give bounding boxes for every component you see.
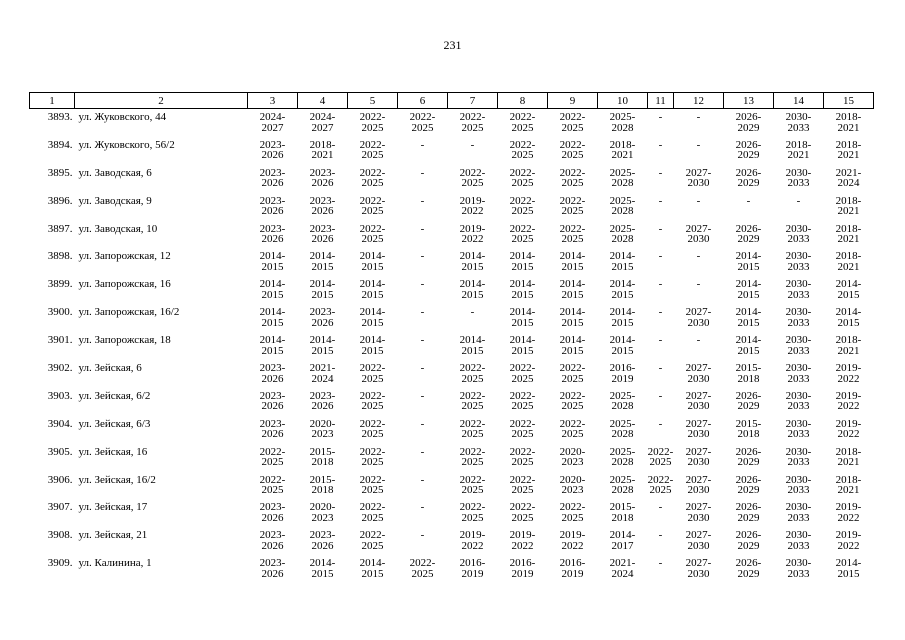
column-header-14: 14 xyxy=(774,93,824,109)
period-cell: 2014- 2015 xyxy=(309,250,336,273)
period-cell: 2018- 2021 xyxy=(835,250,862,273)
period-cell: - xyxy=(420,417,425,430)
period-cell: 2022- 2025 xyxy=(259,473,286,497)
table-row xyxy=(30,224,874,252)
column-header-11: 11 xyxy=(648,93,674,109)
row-number: 3901. xyxy=(47,334,73,347)
table-row xyxy=(30,419,874,447)
period-cell: 2022- 2025 xyxy=(459,417,486,441)
period-cell: 2018- 2021 xyxy=(835,473,862,497)
period-cell: 2014- 2015 xyxy=(609,278,636,301)
period-cell: 2014- 2015 xyxy=(735,334,762,357)
period-cell: - xyxy=(658,557,663,570)
period-cell: - xyxy=(658,501,663,514)
period-cell: 2022- 2025 xyxy=(509,111,536,134)
row-number: 3900. xyxy=(47,306,73,319)
period-cell: 2025- 2028 xyxy=(609,445,636,469)
period-cell: 2026- 2029 xyxy=(735,389,762,413)
period-cell: - xyxy=(658,222,663,235)
period-cell: 2015- 2018 xyxy=(309,473,336,497)
period-cell: 2030- 2033 xyxy=(785,529,812,552)
table-row xyxy=(30,307,874,335)
row-number: 3907. xyxy=(47,501,73,514)
period-cell: 2023- 2026 xyxy=(259,529,286,552)
period-cell: 2026- 2029 xyxy=(735,138,762,162)
period-cell: - xyxy=(696,111,701,123)
period-cell: 2019- 2022 xyxy=(835,501,862,524)
row-number: 3903. xyxy=(47,389,73,402)
period-cell: 2025- 2028 xyxy=(609,111,636,134)
period-cell: 2022- 2025 xyxy=(459,166,486,190)
column-header-9: 9 xyxy=(548,93,598,109)
period-cell: 2030- 2033 xyxy=(785,473,812,497)
period-cell: 2027- 2030 xyxy=(685,445,712,469)
period-cell: 2014- 2015 xyxy=(735,278,762,301)
row-number: 3899. xyxy=(47,278,73,291)
period-cell: 2026- 2029 xyxy=(735,222,762,246)
period-cell: - xyxy=(420,278,425,291)
period-cell: 2014- 2015 xyxy=(309,278,336,301)
period-cell: 2018- 2021 xyxy=(309,138,336,162)
period-cell: 2022- 2025 xyxy=(359,166,386,190)
period-cell: - xyxy=(420,362,425,375)
period-cell: - xyxy=(658,306,663,319)
row-number: 3893. xyxy=(47,111,73,123)
period-cell: 2014- 2015 xyxy=(509,334,536,357)
period-cell: 2030- 2033 xyxy=(785,306,812,329)
period-cell: 2016- 2019 xyxy=(559,557,586,580)
period-cell: 2014- 2015 xyxy=(459,278,486,301)
period-cell: 2014- 2017 xyxy=(609,529,636,552)
period-cell: 2024- 2027 xyxy=(309,111,336,134)
period-cell: 2030- 2033 xyxy=(785,334,812,357)
period-cell: 2023- 2026 xyxy=(259,166,286,190)
period-cell: 2019- 2022 xyxy=(559,529,586,552)
table-row xyxy=(30,168,874,196)
period-cell: 2022- 2025 xyxy=(359,445,386,469)
row-number: 3905. xyxy=(47,445,73,458)
period-cell: 2022- 2025 xyxy=(509,166,536,190)
row-number: 3898. xyxy=(47,250,73,263)
period-cell: 2019- 2022 xyxy=(459,529,486,552)
period-cell: 2022- 2025 xyxy=(259,445,286,469)
period-cell: 2023- 2026 xyxy=(309,306,336,329)
address-cell: ул. Зейская, 16 xyxy=(78,445,148,458)
period-cell: - xyxy=(658,111,663,123)
period-cell: 2014- 2015 xyxy=(509,278,536,301)
period-cell: - xyxy=(420,138,425,151)
period-cell: 2022- 2025 xyxy=(559,138,586,162)
period-cell: 2014- 2015 xyxy=(559,250,586,273)
period-cell: 2022- 2025 xyxy=(509,417,536,441)
period-cell: - xyxy=(420,473,425,486)
period-cell: 2022- 2025 xyxy=(647,445,674,469)
address-cell: ул. Зейская, 17 xyxy=(78,501,148,514)
period-cell: 2023- 2026 xyxy=(309,194,336,218)
period-cell: 2022- 2025 xyxy=(359,194,386,218)
period-cell: 2018- 2021 xyxy=(835,445,862,469)
period-cell: 2022- 2025 xyxy=(509,138,536,162)
period-cell: 2023- 2026 xyxy=(309,389,336,413)
period-cell: 2030- 2033 xyxy=(785,557,812,580)
table-row xyxy=(30,530,874,558)
period-cell: 2019- 2022 xyxy=(835,417,862,441)
period-cell: 2023- 2026 xyxy=(309,222,336,246)
period-cell: 2014- 2015 xyxy=(259,334,286,357)
table-row xyxy=(30,335,874,363)
period-cell: - xyxy=(658,250,663,263)
period-cell: - xyxy=(420,389,425,402)
period-cell: 2022- 2025 xyxy=(509,473,536,497)
period-cell: 2027- 2030 xyxy=(685,362,712,385)
period-cell: - xyxy=(696,138,701,151)
period-cell: 2022- 2025 xyxy=(459,362,486,385)
row-number: 3896. xyxy=(47,194,73,207)
period-cell: 2030- 2033 xyxy=(785,166,812,190)
period-cell: 2014- 2015 xyxy=(459,334,486,357)
period-cell: - xyxy=(470,138,475,151)
period-cell: 2023- 2026 xyxy=(309,529,336,552)
address-cell: ул. Калинина, 1 xyxy=(78,557,152,570)
table-row xyxy=(30,251,874,279)
period-cell: 2022- 2025 xyxy=(509,445,536,469)
period-cell: 2025- 2028 xyxy=(609,222,636,246)
period-cell: 2023- 2026 xyxy=(259,138,286,162)
period-cell: 2019- 2022 xyxy=(835,389,862,413)
row-number: 3897. xyxy=(47,222,73,235)
address-cell: ул. Зейская, 6/3 xyxy=(78,417,151,430)
period-cell: - xyxy=(420,529,425,542)
period-cell: - xyxy=(420,194,425,207)
period-cell: 2026- 2029 xyxy=(735,501,762,524)
period-cell: 2019- 2022 xyxy=(835,362,862,385)
period-cell: 2030- 2033 xyxy=(785,417,812,441)
address-cell: ул. Заводская, 10 xyxy=(78,222,158,235)
address-cell: ул. Запорожская, 12 xyxy=(78,250,171,263)
period-cell: 2030- 2033 xyxy=(785,445,812,469)
period-cell: - xyxy=(658,389,663,402)
period-cell: 2022- 2025 xyxy=(359,362,386,385)
period-cell: 2022- 2025 xyxy=(559,166,586,190)
period-cell: 2022- 2025 xyxy=(559,111,586,134)
column-header-6: 6 xyxy=(398,93,448,109)
period-cell: 2022- 2025 xyxy=(459,501,486,524)
period-cell: 2023- 2026 xyxy=(259,194,286,218)
address-cell: ул. Зейская, 16/2 xyxy=(78,473,156,486)
period-cell: 2015- 2018 xyxy=(735,362,762,385)
period-cell: 2023- 2026 xyxy=(259,362,286,385)
period-cell: - xyxy=(696,194,701,207)
period-cell: - xyxy=(420,250,425,263)
period-cell: 2024- 2027 xyxy=(259,111,286,134)
period-cell: 2014- 2015 xyxy=(359,278,386,301)
period-cell: 2014- 2015 xyxy=(559,306,586,329)
address-cell: ул. Зейская, 6 xyxy=(78,362,142,375)
period-cell: - xyxy=(696,334,701,347)
period-cell: 2022- 2025 xyxy=(509,362,536,385)
period-cell: 2014- 2015 xyxy=(259,306,286,329)
row-number: 3908. xyxy=(47,529,73,542)
period-cell: - xyxy=(658,362,663,375)
column-header-10: 10 xyxy=(598,93,648,109)
period-cell: 2030- 2033 xyxy=(785,222,812,246)
period-cell: 2030- 2033 xyxy=(785,111,812,134)
period-cell: 2022- 2025 xyxy=(359,529,386,552)
period-cell: 2025- 2028 xyxy=(609,194,636,218)
table-row xyxy=(30,363,874,391)
period-cell: 2022- 2025 xyxy=(359,222,386,246)
column-header-2: 2 xyxy=(75,93,248,109)
table-row xyxy=(30,279,874,307)
period-cell: 2014- 2015 xyxy=(735,306,762,329)
period-cell: 2018- 2021 xyxy=(835,222,862,246)
period-cell: 2015- 2018 xyxy=(309,445,336,469)
period-cell: 2022- 2025 xyxy=(359,111,386,134)
column-header-5: 5 xyxy=(348,93,398,109)
period-cell: 2020- 2023 xyxy=(309,417,336,441)
period-cell: 2022- 2025 xyxy=(509,389,536,413)
period-cell: 2023- 2026 xyxy=(309,166,336,190)
period-cell: 2021- 2024 xyxy=(309,362,336,385)
period-cell: - xyxy=(420,445,425,458)
period-cell: 2027- 2030 xyxy=(685,417,712,441)
period-cell: 2014- 2015 xyxy=(359,334,386,357)
table-row xyxy=(30,140,874,168)
table-row xyxy=(30,502,874,530)
period-cell: 2014- 2015 xyxy=(735,250,762,273)
period-cell: 2027- 2030 xyxy=(685,501,712,524)
period-cell: 2018- 2021 xyxy=(835,194,862,218)
period-cell: 2014- 2015 xyxy=(259,278,286,301)
period-cell: - xyxy=(696,250,701,263)
period-cell: 2019- 2022 xyxy=(835,529,862,552)
column-header-12: 12 xyxy=(674,93,724,109)
period-cell: 2022- 2025 xyxy=(559,362,586,385)
period-cell: 2027- 2030 xyxy=(685,557,712,580)
period-cell: 2018- 2021 xyxy=(835,111,862,134)
row-number: 3909. xyxy=(47,557,73,570)
period-cell: 2023- 2026 xyxy=(259,501,286,524)
address-cell: ул. Заводская, 6 xyxy=(78,166,152,179)
schedule-table xyxy=(29,92,874,586)
period-cell: 2022- 2025 xyxy=(559,389,586,413)
period-cell: 2014- 2015 xyxy=(609,250,636,273)
period-cell: - xyxy=(658,194,663,207)
period-cell: 2020- 2023 xyxy=(559,445,586,469)
period-cell: 2023- 2026 xyxy=(259,417,286,441)
period-cell: - xyxy=(658,166,663,179)
address-cell: ул. Запорожская, 18 xyxy=(78,334,171,347)
period-cell: 2022- 2025 xyxy=(459,473,486,497)
period-cell: - xyxy=(470,306,475,319)
period-cell: 2026- 2029 xyxy=(735,445,762,469)
period-cell: - xyxy=(796,194,801,207)
period-cell: 2020- 2023 xyxy=(309,501,336,524)
column-header-1: 1 xyxy=(30,93,75,109)
period-cell: 2030- 2033 xyxy=(785,362,812,385)
column-header-4: 4 xyxy=(298,93,348,109)
row-number: 3895. xyxy=(47,166,73,179)
period-cell: 2026- 2029 xyxy=(735,557,762,580)
period-cell: 2014- 2015 xyxy=(309,334,336,357)
table-body xyxy=(30,109,874,587)
address-cell: ул. Заводская, 9 xyxy=(78,194,152,207)
period-cell: 2014- 2015 xyxy=(359,306,386,329)
period-cell: 2014- 2015 xyxy=(559,334,586,357)
period-cell: 2027- 2030 xyxy=(685,529,712,552)
period-cell: 2018- 2021 xyxy=(835,138,862,162)
period-cell: 2014- 2015 xyxy=(609,334,636,357)
period-cell: 2030- 2033 xyxy=(785,501,812,524)
period-cell: 2027- 2030 xyxy=(685,389,712,413)
period-cell: 2025- 2028 xyxy=(609,389,636,413)
period-cell: 2015- 2018 xyxy=(609,501,636,524)
period-cell: 2026- 2029 xyxy=(735,529,762,552)
period-cell: 2021- 2024 xyxy=(609,557,636,580)
period-cell: - xyxy=(420,501,425,514)
period-cell: - xyxy=(746,194,751,207)
column-header-15: 15 xyxy=(824,93,874,109)
table-row xyxy=(30,109,874,140)
page-number: 231 xyxy=(443,38,462,52)
period-cell: 2023- 2026 xyxy=(259,222,286,246)
column-header-7: 7 xyxy=(448,93,498,109)
period-cell: 2022- 2025 xyxy=(459,389,486,413)
period-cell: 2025- 2028 xyxy=(609,166,636,190)
period-cell: - xyxy=(658,417,663,430)
address-cell: ул. Зейская, 21 xyxy=(78,529,148,542)
period-cell: - xyxy=(658,334,663,347)
period-cell: 2022- 2025 xyxy=(409,111,436,134)
table-row xyxy=(30,391,874,419)
period-cell: 2023- 2026 xyxy=(259,557,286,580)
period-cell: 2022- 2025 xyxy=(359,417,386,441)
period-cell: 2022- 2025 xyxy=(359,501,386,524)
period-cell: 2018- 2021 xyxy=(835,334,862,357)
column-header-13: 13 xyxy=(724,93,774,109)
address-cell: ул. Запорожская, 16/2 xyxy=(78,306,180,319)
period-cell: 2019- 2022 xyxy=(459,194,486,218)
period-cell: 2018- 2021 xyxy=(785,138,812,162)
period-cell: 2018- 2021 xyxy=(609,138,636,162)
period-cell: 2023- 2026 xyxy=(259,389,286,413)
period-cell: 2025- 2028 xyxy=(609,417,636,441)
period-cell: 2014- 2015 xyxy=(835,278,862,301)
period-cell: 2022- 2025 xyxy=(509,222,536,246)
period-cell: 2022- 2025 xyxy=(509,194,536,218)
period-cell: 2027- 2030 xyxy=(685,473,712,497)
period-cell: 2030- 2033 xyxy=(785,278,812,301)
period-cell: - xyxy=(420,334,425,347)
period-cell: - xyxy=(420,166,425,179)
period-cell: 2016- 2019 xyxy=(459,557,486,580)
period-cell: - xyxy=(696,278,701,291)
period-cell: 2027- 2030 xyxy=(685,306,712,329)
table-header-row xyxy=(30,93,874,109)
period-cell: 2019- 2022 xyxy=(459,222,486,246)
period-cell: 2014- 2015 xyxy=(259,250,286,273)
period-cell: 2025- 2028 xyxy=(609,473,636,497)
period-cell: 2014- 2015 xyxy=(359,557,386,580)
period-cell: 2027- 2030 xyxy=(685,166,712,190)
row-number: 3902. xyxy=(47,362,73,375)
period-cell: - xyxy=(420,222,425,235)
period-cell: 2014- 2015 xyxy=(835,557,862,580)
period-cell: 2022- 2025 xyxy=(359,138,386,162)
period-cell: 2022- 2025 xyxy=(359,389,386,413)
period-cell: 2026- 2029 xyxy=(735,166,762,190)
period-cell: 2015- 2018 xyxy=(735,417,762,441)
column-header-8: 8 xyxy=(498,93,548,109)
period-cell: 2014- 2015 xyxy=(509,306,536,329)
period-cell: 2026- 2029 xyxy=(735,473,762,497)
period-cell: 2022- 2025 xyxy=(359,473,386,497)
period-cell: 2022- 2025 xyxy=(647,473,674,497)
period-cell: 2014- 2015 xyxy=(835,306,862,329)
period-cell: 2027- 2030 xyxy=(685,222,712,246)
address-cell: ул. Запорожская, 16 xyxy=(78,278,171,291)
period-cell: 2014- 2015 xyxy=(359,250,386,273)
period-cell: 2022- 2025 xyxy=(409,557,436,580)
period-cell: - xyxy=(420,306,425,319)
period-cell: 2022- 2025 xyxy=(559,501,586,524)
row-number: 3894. xyxy=(47,138,73,151)
period-cell: 2014- 2015 xyxy=(459,250,486,273)
row-number: 3904. xyxy=(47,417,73,430)
table-row xyxy=(30,475,874,503)
period-cell: 2022- 2025 xyxy=(559,222,586,246)
column-header-3: 3 xyxy=(248,93,298,109)
period-cell: 2020- 2023 xyxy=(559,473,586,497)
period-cell: 2022- 2025 xyxy=(459,445,486,469)
period-cell: 2016- 2019 xyxy=(509,557,536,580)
row-number: 3906. xyxy=(47,473,73,486)
period-cell: 2014- 2015 xyxy=(609,306,636,329)
period-cell: - xyxy=(658,278,663,291)
period-cell: 2016- 2019 xyxy=(609,362,636,385)
address-cell: ул. Зейская, 6/2 xyxy=(78,389,151,402)
period-cell: 2019- 2022 xyxy=(509,529,536,552)
period-cell: 2021- 2024 xyxy=(835,166,862,190)
period-cell: 2022- 2025 xyxy=(509,501,536,524)
period-cell: 2026- 2029 xyxy=(735,111,762,134)
table-row xyxy=(30,558,874,586)
period-cell: 2014- 2015 xyxy=(509,250,536,273)
table-row xyxy=(30,447,874,475)
address-cell: ул. Жуковского, 44 xyxy=(78,111,167,123)
period-cell: 2030- 2033 xyxy=(785,250,812,273)
period-cell: - xyxy=(658,138,663,151)
period-cell: - xyxy=(658,529,663,542)
period-cell: 2014- 2015 xyxy=(559,278,586,301)
address-cell: ул. Жуковского, 56/2 xyxy=(78,138,175,151)
period-cell: 2022- 2025 xyxy=(559,417,586,441)
period-cell: 2022- 2025 xyxy=(559,194,586,218)
table-row xyxy=(30,196,874,224)
period-cell: 2030- 2033 xyxy=(785,389,812,413)
period-cell: 2014- 2015 xyxy=(309,557,336,580)
period-cell: 2022- 2025 xyxy=(459,111,486,134)
